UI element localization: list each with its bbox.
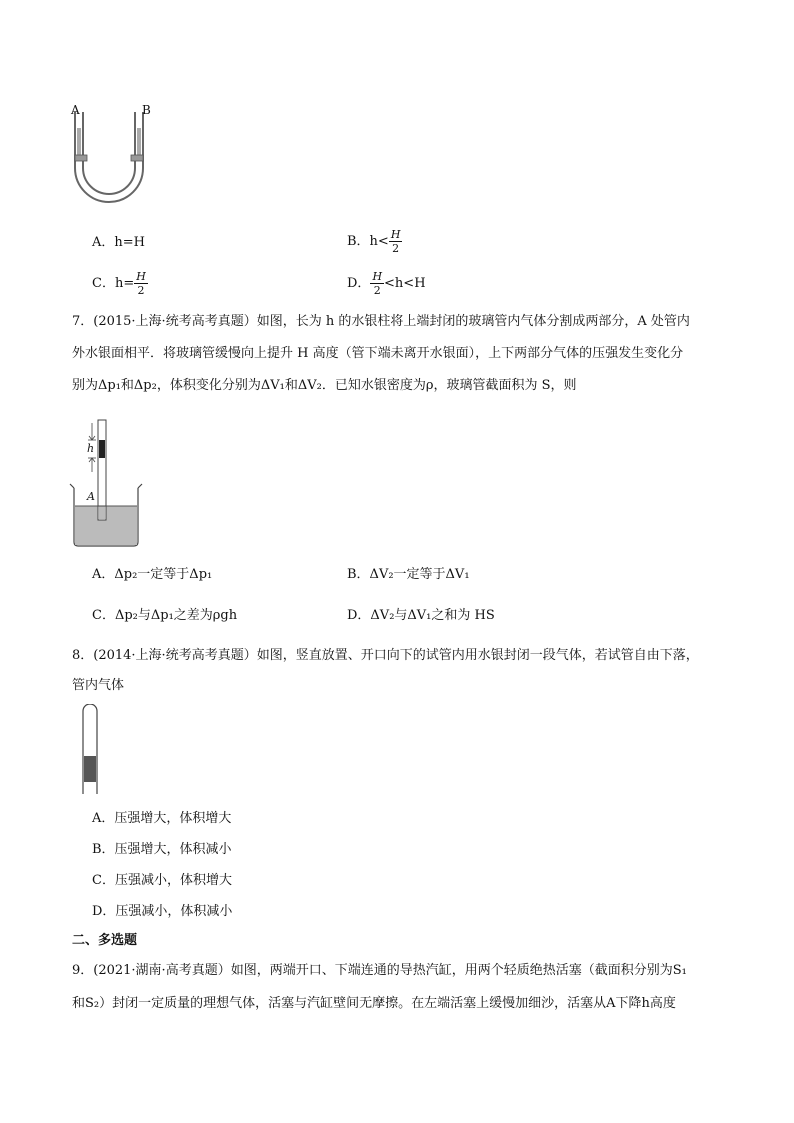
fraction: $\frac{H}{2}$	[136, 270, 146, 297]
q9-stem-line-1: 9．(2021·湖南·高考真题）如图，两端开口、下端连通的导热汽缸，用两个轻质绝热活塞（截面积分别为S₁	[72, 963, 687, 978]
q8-option-d[interactable]: D．压强减小，体积减小	[92, 904, 233, 919]
q7-option-b[interactable]: B．ΔV₂一定等于ΔV₁	[347, 567, 470, 582]
q8-option-b[interactable]: B．压强增大，体积减小	[92, 842, 232, 857]
mercury-trough-figure	[68, 418, 148, 550]
section-heading: 二、多选题	[72, 933, 138, 948]
q8-option-a[interactable]: A．压强增大，体积增大	[92, 811, 232, 826]
q7-stem-line-1: 7．(2015·上海·统考高考真题）如图，长为 h 的水银柱将上端封闭的玻璃管内气体分割成两部分，A 处管内	[72, 314, 690, 329]
q8-stem-line-2: 管内气体	[72, 678, 125, 693]
fig-label-h: h	[87, 442, 95, 455]
tube-label-b: B	[142, 103, 151, 117]
q6-option-b[interactable]: B．h< $\frac{H}{2}$	[347, 228, 401, 255]
q6-option-a[interactable]: A．h=H	[92, 235, 145, 250]
q9-stem-line-2: 和S₂）封闭一定质量的理想气体，活塞与汽缸壁间无摩擦。在左端活塞上缓慢加细沙，活塞从A下降h高度	[72, 996, 676, 1011]
fraction: $\frac{H}{2}$	[390, 228, 401, 255]
u-tube-figure	[66, 100, 156, 215]
test-tube-figure	[80, 704, 100, 796]
fig-label-a: A	[87, 490, 95, 503]
q8-stem-line-1: 8．(2014·上海·统考高考真题）如图，竖直放置、开口向下的试管内用水银封闭一段气体，若试管自由下落，	[72, 648, 699, 663]
q7-stem-line-2: 外水银面相平．将玻璃管缓慢向上提升 H 高度（管下端未离开水银面），上下两部分气体的压强发生变化分	[72, 346, 684, 361]
fraction: $\frac{H}{2}$	[372, 270, 383, 297]
q8-option-c[interactable]: C．压强减小，体积增大	[92, 873, 232, 888]
q7-option-c[interactable]: C．Δp₂与Δp₁之差为ρgh	[92, 608, 238, 623]
q6-option-d[interactable]: D． $\frac{H}{2}$ <h<H	[347, 270, 426, 297]
q7-stem-line-3: 别为Δp₁和Δp₂，体积变化分别为ΔV₁和ΔV₂．已知水银密度为ρ，玻璃管截面积为 S，则	[72, 378, 577, 393]
tube-label-a: A	[71, 103, 80, 117]
q7-option-d[interactable]: D．ΔV₂与ΔV₁之和为 HS	[347, 608, 495, 623]
q7-option-a[interactable]: A．Δp₂一定等于Δp₁	[92, 567, 213, 582]
q6-option-c[interactable]: C．h= $\frac{H}{2}$	[92, 270, 146, 297]
